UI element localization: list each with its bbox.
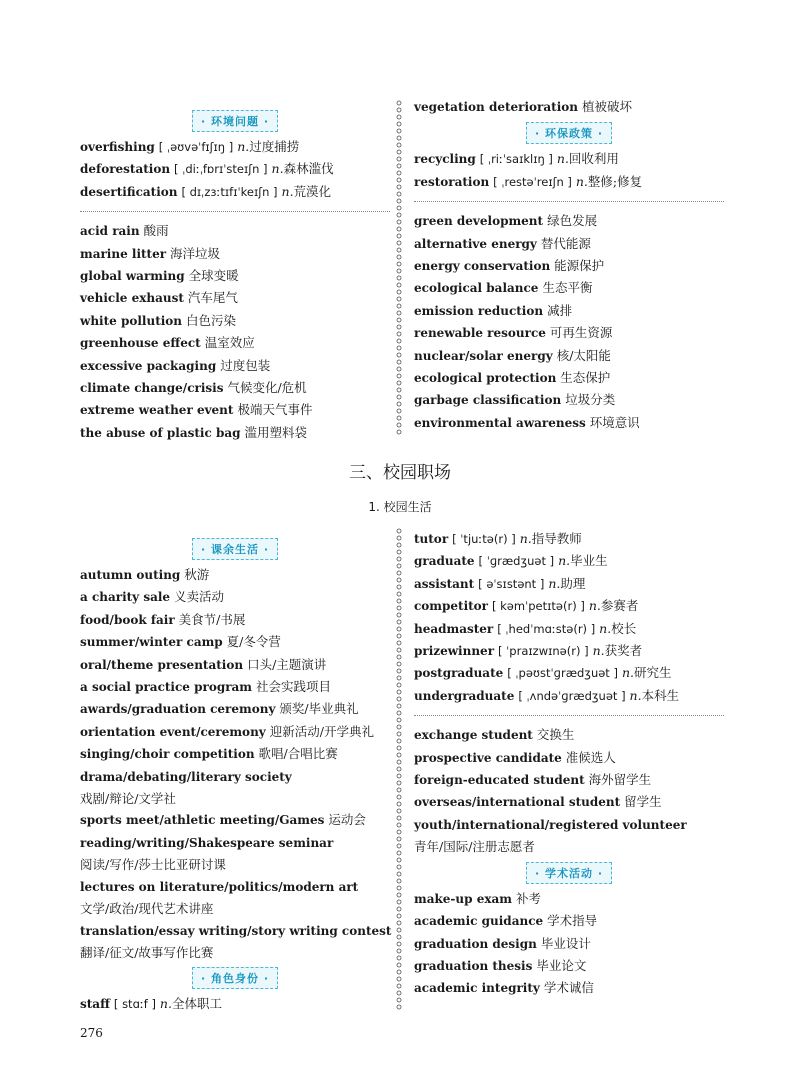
term-english: renewable resource (414, 326, 546, 341)
term-entry (80, 377, 390, 399)
term-chinese: 助理 (560, 575, 586, 591)
term-entry (80, 609, 390, 631)
term-chinese: 迎新活动/开学典礼 (269, 723, 374, 739)
term-chinese: 全球变暖 (188, 268, 239, 284)
term-phonetic: [ əˈsɪstənt ] (478, 576, 545, 591)
term-chinese: 校长 (611, 620, 637, 636)
term-entry (80, 788, 390, 809)
term-entry (80, 809, 390, 831)
term-chinese: 夏/冬令营 (226, 634, 281, 650)
term-chinese: 青年/国际/注册志愿者 (414, 839, 535, 855)
term-english: drama/debating/literary society (80, 769, 292, 784)
term-chinese: 补考 (515, 890, 541, 906)
term-english: assistant (414, 576, 475, 591)
term-chinese: 学术指导 (547, 913, 598, 929)
term-entry (80, 564, 390, 586)
term-phonetic: [ ˈtjuːtə(r) ] (452, 532, 516, 546)
term-part-of-speech: n. (237, 139, 250, 154)
term-entry (414, 814, 724, 836)
term-chinese: 酸雨 (143, 223, 169, 239)
term-english: food/book fair (80, 612, 175, 627)
term-part-of-speech: n. (548, 575, 561, 591)
term-entry (80, 181, 390, 203)
term-entry (80, 310, 390, 332)
term-entry (80, 942, 390, 963)
term-entry (414, 685, 724, 707)
term-chinese: 生态保护 (560, 370, 611, 386)
term-phonetic: [ ˈɡrædʒuət ] (478, 554, 555, 569)
term-entry (80, 698, 390, 720)
term-chinese: 戏剧/辩论/文学社 (80, 791, 176, 807)
term-entry (80, 743, 390, 765)
term-chinese: 歌唱/合唱比赛 (258, 746, 338, 762)
term-chinese: 义卖活动 (174, 589, 225, 605)
term-entry (80, 920, 390, 942)
term-entry (80, 876, 390, 898)
term-entry (414, 977, 724, 999)
term-entry (414, 171, 724, 193)
term-chinese: 研究生 (633, 665, 672, 681)
term-english: autumn outing (80, 568, 181, 582)
term-chinese: 过度包装 (220, 357, 271, 373)
term-entry (414, 255, 724, 277)
term-entry: vegetation deterioration 植被破坏 (414, 99, 632, 114)
term-entry (80, 654, 390, 676)
term-chinese: 阅读/写作/莎士比亚研讨课 (80, 857, 226, 873)
term-part-of-speech: n. (519, 531, 532, 546)
term-chinese: 绿色发展 (547, 213, 598, 229)
term-chinese: 替代能源 (540, 235, 591, 251)
term-english: alternative energy (414, 236, 537, 251)
term-chinese: 文学/政治/现代艺术讲座 (80, 901, 214, 917)
term-list (414, 148, 724, 193)
term-entry (80, 355, 390, 377)
term-entry (80, 399, 390, 421)
term-english: graduation thesis (414, 958, 533, 973)
term-part-of-speech: n. (556, 151, 569, 167)
term-chinese: 指导教师 (531, 531, 582, 546)
term-entry (80, 631, 390, 653)
term-chinese: 获奖者 (604, 643, 643, 659)
term-chinese: 海外留学生 (588, 772, 652, 788)
term-part-of-speech: n. (592, 643, 605, 659)
term-entry (414, 910, 724, 932)
term-chinese: 交换生 (536, 727, 575, 743)
term-english: desertification (80, 184, 178, 199)
term-chinese: 毕业生 (570, 553, 608, 569)
term-entry (414, 640, 724, 662)
term-chinese: 颁奖/毕业典礼 (279, 701, 359, 717)
term-english: prospective candidate (414, 750, 562, 765)
term-english: headmaster (414, 621, 494, 636)
term-entry (414, 148, 724, 170)
dotted-divider (414, 201, 724, 202)
term-entry (414, 322, 724, 344)
term-entry (414, 933, 724, 955)
term-phonetic: [ ˌrestəˈreɪʃn ] (493, 174, 572, 189)
term-entry (414, 412, 724, 434)
term-entry (80, 766, 390, 788)
term-chinese: 毕业设计 (540, 935, 591, 951)
term-chinese: 本科生 (641, 687, 680, 703)
term-entry (80, 721, 390, 743)
term-english: extreme weather event (80, 403, 234, 418)
term-english: emission reduction (414, 303, 544, 318)
term-chinese: 过度捕捞 (249, 139, 300, 154)
term-english: excessive packaging (80, 358, 217, 373)
term-english: ecological balance (414, 281, 539, 296)
term-english: energy conservation (414, 259, 551, 274)
term-list (414, 528, 724, 707)
term-chinese: 汽车尾气 (187, 290, 238, 306)
term-english: postgraduate (414, 666, 504, 681)
term-english: academic guidance (414, 914, 544, 929)
term-entry (80, 832, 390, 854)
term-chinese: 环境意识 (589, 414, 640, 430)
term-english: acid rain (80, 224, 140, 239)
term-chinese: 美食节/书展 (178, 611, 246, 627)
term-english: a charity sale (80, 590, 171, 605)
term-english: environmental awareness (414, 415, 586, 430)
term-entry (414, 595, 724, 617)
term-entry (414, 210, 724, 232)
term-english: competitor (414, 599, 489, 614)
term-english: nuclear/solar energy (414, 348, 553, 363)
term-chinese: 荒漠化 (293, 183, 332, 199)
section-title: 三、校园职场 (349, 463, 451, 483)
term-english: vehicle exhaust (80, 291, 184, 306)
term-part-of-speech: n. (558, 553, 571, 569)
term-english: global warming (80, 269, 185, 284)
term-entry (80, 898, 390, 919)
term-entry (80, 422, 390, 444)
term-english: prizewinner (414, 644, 495, 659)
term-part-of-speech: n. (271, 161, 284, 177)
term-entry (80, 136, 390, 158)
term-entry (80, 243, 390, 265)
term-english: greenhouse effect (80, 336, 201, 351)
term-entry (414, 367, 724, 389)
term-chinese: 滥用塑料袋 (244, 424, 308, 440)
term-chinese: 极端天气事件 (237, 402, 313, 418)
term-part-of-speech: n. (621, 665, 634, 681)
term-list (80, 136, 390, 203)
term-entry (80, 287, 390, 309)
term-chinese: 气候变化/危机 (227, 380, 307, 396)
term-english: graduate (414, 554, 475, 569)
term-list (414, 724, 724, 857)
term-phonetic: [ ˌriːˈsaɪklɪŋ ] (479, 152, 553, 167)
term-english: graduation design (414, 936, 537, 951)
term-english: reading/writing/Shakespeare seminar (80, 835, 334, 850)
term-phonetic: [ ˌdiːˌfɒrɪˈsteɪʃn ] (174, 162, 268, 177)
term-entry (414, 300, 724, 322)
term-english: the abuse of plastic bag (80, 425, 241, 440)
term-chinese: 垃圾分类 (565, 392, 616, 408)
term-entry (414, 550, 724, 572)
term-chinese: 回收利用 (568, 151, 619, 167)
term-chinese: 参赛者 (600, 598, 639, 614)
term-chinese: 可再生资源 (549, 325, 613, 341)
term-chinese: 运动会 (328, 812, 366, 828)
term-phonetic: [ ˌhedˈmɑːstə(r) ] (497, 621, 596, 636)
term-part-of-speech: n. (588, 598, 601, 614)
column-divider-top (396, 100, 402, 435)
dotted-divider (414, 715, 724, 716)
term-entry (414, 769, 724, 791)
term-entry (80, 854, 390, 875)
term-english: oral/theme presentation (80, 657, 244, 672)
term-entry (414, 955, 724, 977)
term-english: overseas/international student (414, 795, 621, 810)
term-entry (414, 791, 724, 813)
term-chinese: 整修;修复 (587, 173, 643, 189)
term-entry (414, 618, 724, 640)
term-chinese: 留学生 (624, 794, 662, 810)
term-phonetic: [ ˌʌndəˈɡrædʒuət ] (518, 688, 626, 703)
term-english: deforestation (80, 162, 171, 177)
term-entry (80, 158, 390, 180)
term-list (414, 210, 724, 434)
term-chinese: 口头/主题演讲 (247, 656, 327, 672)
term-chinese: 白色污染 (186, 312, 237, 328)
term-list (414, 888, 724, 1000)
campus-roles-column (414, 528, 724, 1000)
term-list (80, 564, 390, 963)
term-entry (80, 332, 390, 354)
term-part-of-speech: n. (599, 620, 612, 636)
section-badge-roles: · 角色身份 · (192, 967, 278, 989)
term-chinese: 海洋垃圾 (170, 245, 221, 261)
term-english: sports meet/athletic meeting/Games (80, 813, 325, 828)
term-entry (414, 836, 724, 857)
term-entry (414, 345, 724, 367)
term-chinese: 能源保护 (554, 258, 605, 274)
term-english: tutor (414, 532, 449, 546)
term-english: orientation event/ceremony (80, 724, 266, 739)
term-list (80, 220, 390, 444)
term-english: undergraduate (414, 688, 515, 703)
term-english: foreign-educated student (414, 773, 585, 788)
term-english: recycling (414, 152, 476, 167)
term-english: a social practice program (80, 680, 253, 695)
term-chinese: 森林滥伐 (283, 161, 334, 177)
section-badge-environmental-policy: · 环保政策 · (526, 122, 612, 144)
term-chinese: 社会实践项目 (256, 679, 332, 695)
term-entry (414, 662, 724, 684)
term-entry: staff [ stɑːf ] n.全体职工 (80, 996, 222, 1012)
term-english: exchange student (414, 728, 533, 743)
term-phonetic: [ ˌəʊvəˈfɪʃɪŋ ] (158, 140, 234, 154)
term-phonetic: [ dɪˌzɜːtɪfɪˈkeɪʃn ] (181, 184, 278, 199)
page-number: 276 (80, 1026, 103, 1040)
extracurricular-column (80, 534, 390, 1016)
term-chinese: 秋游 (184, 567, 210, 582)
environmental-policy-column (414, 96, 724, 434)
term-phonetic: [ kəmˈpetɪtə(r) ] (492, 599, 585, 614)
term-english: white pollution (80, 313, 183, 328)
term-entry (80, 586, 390, 608)
term-english: singing/choir competition (80, 747, 255, 762)
term-english: garbage classification (414, 393, 562, 408)
term-english: marine litter (80, 246, 167, 261)
term-chinese: 生态平衡 (542, 280, 593, 296)
term-chinese: 减排 (547, 302, 573, 318)
subsection-title: 1. 校园生活 (368, 500, 432, 514)
term-english: ecological protection (414, 371, 557, 386)
term-english: restoration (414, 174, 490, 189)
term-entry (80, 676, 390, 698)
dotted-divider (80, 211, 390, 212)
term-chinese: 翻译/征文/故事写作比赛 (80, 944, 214, 960)
section-badge-environment-problems: · 环境问题 · (192, 110, 278, 132)
term-entry (80, 265, 390, 287)
term-chinese: 准候选人 (565, 749, 616, 765)
section-badge-academic-activities: · 学术活动 · (526, 862, 612, 884)
term-chinese: 学术诚信 (543, 980, 594, 996)
term-english: summer/winter camp (80, 635, 223, 650)
term-english: academic integrity (414, 981, 540, 996)
term-part-of-speech: n. (281, 183, 294, 199)
term-chinese: 温室效应 (204, 335, 255, 351)
term-english: make-up exam (414, 891, 512, 906)
term-english: awards/graduation ceremony (80, 702, 276, 717)
section-badge-extracurricular: · 课余生活 · (192, 538, 278, 560)
term-english: overfishing (80, 140, 155, 154)
term-english: youth/international/registered volunteer (414, 817, 687, 832)
term-entry (414, 724, 724, 746)
term-entry (414, 233, 724, 255)
term-english: climate change/crisis (80, 381, 224, 396)
term-entry (414, 573, 724, 595)
term-phonetic: [ ˌpəʊstˈɡrædʒuət ] (507, 666, 618, 681)
term-part-of-speech: n. (575, 173, 588, 189)
term-entry (414, 389, 724, 411)
term-entry (414, 747, 724, 769)
column-divider-bottom (396, 528, 402, 1010)
term-chinese: 毕业论文 (536, 957, 587, 973)
environment-problems-column (80, 106, 390, 444)
term-entry (414, 888, 724, 910)
term-part-of-speech: n. (629, 687, 642, 703)
term-entry (80, 220, 390, 242)
term-chinese: 核/太阳能 (556, 347, 611, 363)
term-english: lectures on literature/politics/modern art (80, 879, 359, 894)
term-entry (414, 277, 724, 299)
term-phonetic: [ ˈpraɪzwɪnə(r) ] (498, 644, 589, 659)
term-english: translation/essay writing/story writing contest (80, 923, 392, 938)
term-english: green development (414, 214, 544, 229)
term-entry (414, 528, 724, 550)
